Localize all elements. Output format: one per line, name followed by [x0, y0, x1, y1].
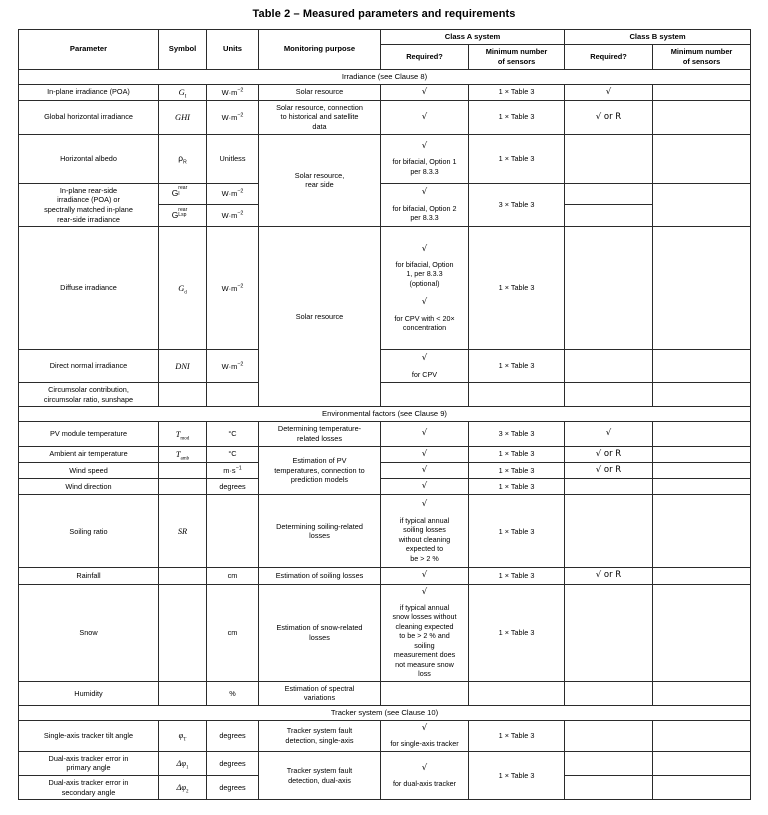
- row-wind-dir-class-b-sensors: [653, 479, 751, 495]
- row-circumsolar-units: [207, 383, 259, 407]
- row-rear2-units: [207, 205, 259, 227]
- section-label-environmental: Environmental factors (see Clause 9): [19, 407, 751, 422]
- row-ghi-symbol: [159, 100, 207, 134]
- row-wind-dir-class-a-required: √: [381, 479, 469, 495]
- row-snow-purpose: [259, 584, 381, 681]
- row-ghi-symbol-text: GHI: [175, 112, 190, 122]
- row-snow-class-b-required: [565, 584, 653, 681]
- row-single-axis-class-a-sensors: 1 × Table 3: [469, 721, 565, 752]
- header-class-a-required: Required?: [381, 45, 469, 70]
- row-rear-side-parameter-line1: In-plane rear-side: [59, 185, 118, 195]
- table-row: [19, 479, 751, 495]
- row-circumsolar-parameter: [19, 383, 159, 407]
- row-dual-secondary-symbol-sub: 2: [186, 789, 189, 795]
- row-albedo-class-b-sensors: [653, 134, 751, 183]
- row-ghi-purpose-line1: Solar resource, connection: [276, 102, 363, 112]
- row-soiling-class-b-sensors: [653, 495, 751, 568]
- row-soiling-class-a-required: [381, 495, 469, 568]
- table-title: Table 2 – Measured parameters and requirements: [252, 8, 516, 20]
- row-dual-group-purpose-line2: detection, dual-axis: [288, 775, 351, 785]
- row-soiling-units: [207, 495, 259, 568]
- row-diffuse-note2-line2: concentration: [402, 323, 447, 333]
- row-poa-symbol-base: G: [178, 87, 185, 97]
- table-row: [19, 134, 751, 183]
- row-poa-purpose: Solar resource: [259, 84, 381, 100]
- table-row: [19, 681, 751, 705]
- header-monitoring-purpose: Monitoring purpose: [259, 30, 381, 70]
- row-circumsolar-class-a-sensors: [469, 383, 565, 407]
- header-class-b-system: Class B system: [565, 30, 751, 45]
- header-class-a-min-sensors: [469, 45, 565, 70]
- row-ghi-units-base: W·m: [221, 112, 238, 122]
- row-soiling-note-line3: without cleaning: [398, 534, 451, 544]
- table-row: [19, 584, 751, 681]
- row-rear1-units-exp: −2: [237, 188, 244, 195]
- row-wind-speed-class-a-required: √: [381, 462, 469, 478]
- row-rainfall-parameter: Rainfall: [19, 568, 159, 584]
- row-humidity-parameter: Humidity: [19, 681, 159, 705]
- row-humidity-purpose: [259, 681, 381, 705]
- table-header-row-1: [19, 30, 751, 45]
- section-row-environmental: [19, 407, 751, 422]
- header-class-b-min-sensors-line2: of sensors: [682, 56, 721, 66]
- header-class-a-min-sensors-line2: of sensors: [497, 56, 536, 66]
- row-rear2-class-b-required: [565, 205, 653, 227]
- row-wind-speed-class-b-sensors: [653, 462, 751, 478]
- row-snow-class-a-required: [381, 584, 469, 681]
- row-diffuse-class-b-sensors: [653, 227, 751, 350]
- row-wind-speed-units-base: m·s: [223, 465, 236, 475]
- table-row: [19, 721, 751, 752]
- row-single-axis-units: degrees: [207, 721, 259, 752]
- row-rear1-symbol: [159, 183, 207, 205]
- row-soiling-note-line1: if typical annual: [399, 515, 450, 525]
- table-row: [19, 183, 751, 205]
- row-rear1-class-b-required: [565, 183, 653, 205]
- table-row: [19, 751, 751, 775]
- row-tmod-symbol: [159, 422, 207, 446]
- row-rainfall-symbol: [159, 568, 207, 584]
- table-row: [19, 422, 751, 446]
- row-rear-side-class-b-sensors: [653, 183, 751, 227]
- row-diffuse-check-2: √: [421, 297, 428, 308]
- row-diffuse-units-base: W·m: [221, 283, 238, 293]
- row-diffuse-note1-line1: for bifacial, Option: [395, 259, 454, 269]
- row-tmod-class-b-required: √: [565, 422, 653, 446]
- row-rear-side-parameter: [19, 183, 159, 227]
- row-dual-group-check: √: [421, 762, 428, 773]
- row-rear-side-parameter-line4: rear-side irradiance: [57, 214, 120, 224]
- row-rear2-symbol-base: G: [171, 210, 179, 221]
- row-rear2-symbol-sub: Lsp: [178, 212, 187, 219]
- row-soiling-purpose-line2: losses: [309, 531, 330, 541]
- row-rear-side-purpose: [259, 134, 381, 227]
- row-circumsolar-class-b-sensors: [653, 383, 751, 407]
- row-rear-side-note-line2: per 8.3.3: [410, 213, 439, 223]
- row-rear-side-class-a-sensors: 3 × Table 3: [469, 183, 565, 227]
- row-wind-dir-class-b-required: [565, 479, 653, 495]
- row-snow-units: cm: [207, 584, 259, 681]
- row-tmod-parameter: PV module temperature: [19, 422, 159, 446]
- row-soiling-class-b-required: [565, 495, 653, 568]
- row-dual-secondary-units: degrees: [207, 776, 259, 800]
- row-snow-class-b-sensors: [653, 584, 751, 681]
- row-albedo-class-b-required: [565, 134, 653, 183]
- row-dual-primary-symbol: [159, 751, 207, 775]
- row-wind-speed-class-b-required: √ or R: [565, 462, 653, 478]
- table-row: [19, 350, 751, 383]
- row-rainfall-class-a-sensors: 1 × Table 3: [469, 568, 565, 584]
- row-single-axis-purpose-line1: Tracker system fault: [286, 726, 353, 736]
- row-tamb-class-a-sensors: 1 × Table 3: [469, 446, 565, 462]
- row-single-axis-class-b-required: [565, 721, 653, 752]
- table-row: [19, 100, 751, 134]
- table-row: [19, 495, 751, 568]
- row-dual-secondary-class-b-sensors: [653, 776, 751, 800]
- row-diffuse-class-a-sensors: 1 × Table 3: [469, 227, 565, 350]
- row-rainfall-units: cm: [207, 568, 259, 584]
- row-dni-class-a-required: [381, 350, 469, 383]
- row-dual-group-purpose: [259, 751, 381, 800]
- row-dual-secondary-class-b-required: [565, 776, 653, 800]
- row-ghi-units-exp: −2: [237, 112, 244, 119]
- row-wind-dir-class-a-sensors: 1 × Table 3: [469, 479, 565, 495]
- row-wind-speed-parameter: Wind speed: [19, 462, 159, 478]
- row-snow-note-line8: loss: [418, 669, 431, 679]
- row-wind-dir-units: degrees: [207, 479, 259, 495]
- row-diffuse-note2-line1: for CPV with < 20×: [394, 313, 455, 323]
- row-rear1-symbol-sub: I: [178, 190, 180, 197]
- row-soiling-purpose-line1: Determining soiling-related: [276, 521, 363, 531]
- row-ghi-purpose-line2: to historical and satellite: [280, 112, 359, 122]
- row-rear-side-note-line1: for bifacial, Option 2: [392, 203, 457, 213]
- row-snow-note-line5: soiling: [414, 640, 435, 650]
- row-dual-group-class-a-sensors: 1 × Table 3: [469, 751, 565, 800]
- row-albedo-note-line1: for bifacial, Option 1: [392, 157, 457, 167]
- row-rear2-symbol: [159, 205, 207, 227]
- row-rear-side-check: √: [421, 187, 428, 198]
- row-snow-purpose-line1: Estimation of snow-related: [276, 623, 363, 633]
- row-dual-primary-units: degrees: [207, 751, 259, 775]
- row-tmod-units: °C: [207, 422, 259, 446]
- row-circumsolar-parameter-line1: Circumsolar contribution,: [48, 385, 129, 395]
- row-diffuse-units: [207, 227, 259, 350]
- header-class-a-min-sensors-line1: Minimum number: [485, 47, 548, 57]
- row-single-axis-class-b-sensors: [653, 721, 751, 752]
- row-dual-primary-parameter: [19, 751, 159, 775]
- row-wind-speed-units-exp: −1: [235, 465, 242, 472]
- row-poa-parameter: In-plane irradiance (POA): [19, 84, 159, 100]
- row-dni-parameter: Direct normal irradiance: [19, 350, 159, 383]
- section-label-irradiance: Irradiance (see Clause 8): [19, 69, 751, 84]
- row-wind-speed-units: [207, 462, 259, 478]
- row-soiling-check: √: [421, 499, 428, 510]
- row-tamb-class-b-sensors: [653, 446, 751, 462]
- row-soiling-symbol: [159, 495, 207, 568]
- row-rear2-units-exp: −2: [237, 210, 244, 217]
- row-dual-secondary-parameter-line1: Dual-axis tracker error in: [48, 778, 129, 787]
- header-parameter: Parameter: [19, 30, 159, 70]
- table-row: [19, 227, 751, 350]
- header-symbol: Symbol: [159, 30, 207, 70]
- row-dual-primary-parameter-line1: Dual-axis tracker error in: [48, 753, 129, 763]
- row-rainfall-class-b-sensors: [653, 568, 751, 584]
- row-snow-check: √: [421, 586, 428, 597]
- table-row: [19, 383, 751, 407]
- row-poa-symbol-sub: I: [184, 94, 187, 100]
- row-single-axis-purpose: [259, 721, 381, 752]
- row-rear-side-purpose-line2: rear side: [305, 180, 334, 190]
- row-humidity-class-a-sensors: [469, 681, 565, 705]
- row-snow-purpose-line2: losses: [309, 632, 330, 642]
- row-dual-group-class-a-required: [381, 751, 469, 800]
- row-circumsolar-symbol: [159, 383, 207, 407]
- row-rainfall-class-a-required: √: [381, 568, 469, 584]
- row-wind-dir-symbol: [159, 479, 207, 495]
- row-solar-resource-purpose: Solar resource: [259, 227, 381, 407]
- row-dual-secondary-parameter-line2: secondary angle: [61, 787, 116, 797]
- row-ghi-purpose-line3: data: [312, 122, 327, 132]
- row-soiling-symbol-text: SR: [177, 526, 188, 536]
- row-single-axis-symbol: [159, 721, 207, 752]
- row-albedo-units: Unitless: [207, 134, 259, 183]
- header-class-a-system: Class A system: [381, 30, 565, 45]
- row-albedo-note-line2: per 8.3.3: [410, 166, 439, 176]
- row-dni-check: √: [421, 353, 428, 364]
- row-single-axis-purpose-line2: detection, single-axis: [285, 735, 354, 745]
- row-ghi-class-a-sensors: 1 × Table 3: [469, 100, 565, 134]
- row-ghi-parameter: Global horizontal irradiance: [19, 100, 159, 134]
- row-diffuse-check-1: √: [421, 243, 428, 254]
- row-dni-units-base: W·m: [221, 361, 238, 371]
- row-single-axis-parameter: Single-axis tracker tilt angle: [19, 721, 159, 752]
- row-dni-symbol: [159, 350, 207, 383]
- row-rear1-units-base: W·m: [221, 189, 238, 199]
- row-tmod-purpose-line2: related losses: [296, 434, 343, 444]
- header-class-b-required: Required?: [565, 45, 653, 70]
- row-tamb-symbol-sub: amb: [180, 456, 190, 462]
- row-rear1-units: [207, 183, 259, 205]
- row-dual-primary-parameter-line2: primary angle: [66, 763, 111, 773]
- row-tmod-class-a-sensors: 3 × Table 3: [469, 422, 565, 446]
- row-dni-units-exp: −2: [237, 361, 244, 368]
- row-diffuse-class-b-required: [565, 227, 653, 350]
- row-wind-speed-symbol: [159, 462, 207, 478]
- row-albedo-class-a-sensors: 1 × Table 3: [469, 134, 565, 183]
- row-humidity-class-b-required: [565, 681, 653, 705]
- row-tamb-class-b-required: √ or R: [565, 446, 653, 462]
- row-soiling-class-a-sensors: 1 × Table 3: [469, 495, 565, 568]
- row-tmod-class-a-required: √: [381, 422, 469, 446]
- row-tmod-class-b-sensors: [653, 422, 751, 446]
- row-snow-note-line7: not measure snow: [395, 659, 454, 669]
- row-dual-primary-class-b-sensors: [653, 751, 751, 775]
- row-dual-group-purpose-line1: Tracker system fault: [286, 765, 353, 775]
- row-snow-note-line6: measurement does: [393, 650, 456, 660]
- row-albedo-parameter: Horizontal albedo: [19, 134, 159, 183]
- row-tmod-symbol-sub: mod: [180, 436, 190, 442]
- row-poa-class-a-sensors: 1 × Table 3: [469, 84, 565, 100]
- row-snow-class-a-sensors: 1 × Table 3: [469, 584, 565, 681]
- row-dni-units: [207, 350, 259, 383]
- row-snow-note-line1: if typical annual: [399, 602, 450, 612]
- row-dni-class-a-sensors: 1 × Table 3: [469, 350, 565, 383]
- row-albedo-check: √: [421, 141, 428, 152]
- table-row: [19, 462, 751, 478]
- row-snow-parameter: Snow: [19, 584, 159, 681]
- row-soiling-parameter: Soiling ratio: [19, 495, 159, 568]
- row-pv-temp-purpose-line3: prediction models: [290, 475, 349, 485]
- section-row-irradiance: [19, 69, 751, 84]
- row-poa-class-a-required: √: [381, 84, 469, 100]
- row-poa-units-exp: −2: [237, 87, 244, 94]
- row-tamb-class-a-required: √: [381, 446, 469, 462]
- row-diffuse-symbol: [159, 227, 207, 350]
- row-rainfall-class-b-required: √ or R: [565, 568, 653, 584]
- header-class-b-min-sensors-line1: Minimum number: [670, 47, 733, 57]
- row-ghi-class-b-sensors: [653, 100, 751, 134]
- row-humidity-symbol: [159, 681, 207, 705]
- table-row: [19, 446, 751, 462]
- header-class-b-min-sensors: [653, 45, 751, 70]
- row-diffuse-symbol-sub: d: [184, 290, 187, 296]
- row-rear-side-class-a-required: [381, 183, 469, 227]
- row-tmod-purpose-line1: Determining temperature-: [277, 424, 362, 434]
- row-dni-class-b-required: [565, 350, 653, 383]
- row-single-axis-check: √: [421, 723, 428, 734]
- row-tamb-parameter: Ambient air temperature: [19, 446, 159, 462]
- row-rear-side-parameter-line2: irradiance (POA) or: [57, 195, 120, 205]
- row-single-axis-symbol-sub: T: [183, 738, 187, 744]
- row-humidity-class-b-sensors: [653, 681, 751, 705]
- row-poa-class-b-sensors: [653, 84, 751, 100]
- row-wind-speed-class-a-sensors: 1 × Table 3: [469, 462, 565, 478]
- row-tamb-symbol: [159, 446, 207, 462]
- row-pv-temp-purpose-line2: temperatures, connection to: [274, 465, 365, 475]
- row-rear1-symbol-base: G: [171, 188, 179, 199]
- row-rear-side-parameter-line3: spectrally matched in-plane: [44, 204, 133, 214]
- row-poa-symbol: [159, 84, 207, 100]
- row-dni-symbol-text: DNI: [175, 361, 190, 371]
- row-pv-temp-purpose-line1: Estimation of PV: [292, 456, 347, 466]
- row-single-axis-note: for single-axis tracker: [390, 739, 459, 749]
- row-dual-secondary-parameter: [19, 776, 159, 800]
- row-ghi-purpose: [259, 100, 381, 134]
- row-circumsolar-class-a-required: [381, 383, 469, 407]
- row-ghi-units: [207, 100, 259, 134]
- row-snow-note-line3: cleaning expected: [395, 621, 454, 631]
- row-diffuse-note1-line3: (optional): [409, 278, 440, 288]
- section-label-tracker: Tracker system (see Clause 10): [19, 706, 751, 721]
- row-soiling-purpose: [259, 495, 381, 568]
- row-tmod-symbol-base: T: [175, 429, 181, 439]
- row-dual-primary-symbol-sub: 1: [186, 765, 189, 771]
- row-single-axis-class-a-required: [381, 721, 469, 752]
- row-humidity-purpose-line1: Estimation of spectral: [284, 683, 355, 693]
- row-dual-group-note: for dual-axis tracker: [392, 778, 457, 788]
- row-rear-side-purpose-line1: Solar resource,: [294, 170, 345, 180]
- row-albedo-symbol-base: ρ: [178, 153, 184, 164]
- row-dual-secondary-symbol: [159, 776, 207, 800]
- section-row-tracker: [19, 706, 751, 721]
- row-dual-secondary-symbol-base: Δφ: [176, 783, 187, 793]
- row-diffuse-class-a-required: [381, 227, 469, 350]
- row-dni-note: for CPV: [411, 369, 438, 379]
- row-tamb-units: °C: [207, 446, 259, 462]
- row-humidity-class-a-required: [381, 681, 469, 705]
- row-dni-class-b-sensors: [653, 350, 751, 383]
- row-rear2-units-base: W·m: [221, 211, 238, 221]
- row-rear1-symbol-sup: rear: [178, 185, 188, 192]
- row-pv-temp-purpose: [259, 446, 381, 495]
- row-albedo-symbol: [159, 134, 207, 183]
- row-poa-units: [207, 84, 259, 100]
- table-row: [19, 568, 751, 584]
- row-soiling-note-line5: be > 2 %: [410, 553, 439, 563]
- row-dual-primary-class-b-required: [565, 751, 653, 775]
- row-albedo-symbol-sub: R: [183, 159, 187, 166]
- row-dual-primary-symbol-base: Δφ: [176, 758, 187, 768]
- header-units: Units: [207, 30, 259, 70]
- row-snow-symbol: [159, 584, 207, 681]
- row-single-axis-symbol-base: φ: [178, 731, 184, 741]
- row-ghi-class-b-required: √ or R: [565, 100, 653, 134]
- row-snow-note-line4: to be > 2 % and: [399, 631, 450, 641]
- row-diffuse-note1-line2: 1, per 8.3.3: [406, 269, 443, 279]
- row-diffuse-symbol-base: G: [178, 283, 185, 293]
- row-soiling-note-line4: expected to: [405, 544, 444, 554]
- row-humidity-units: %: [207, 681, 259, 705]
- row-rear2-symbol-sup: rear: [178, 207, 188, 214]
- row-soiling-note-line2: soiling losses: [403, 525, 446, 535]
- row-diffuse-units-exp: −2: [237, 283, 244, 290]
- row-poa-units-base: W·m: [221, 87, 238, 97]
- row-snow-note-line2: snow losses without: [392, 612, 457, 622]
- row-tamb-symbol-base: T: [175, 449, 181, 459]
- row-diffuse-parameter: Diffuse irradiance: [19, 227, 159, 350]
- row-tmod-purpose: [259, 422, 381, 446]
- row-poa-class-b-required: √: [565, 84, 653, 100]
- row-humidity-purpose-line2: variations: [303, 693, 336, 703]
- row-circumsolar-parameter-line2: circumsolar ratio, sunshape: [43, 394, 134, 404]
- row-circumsolar-class-b-required: [565, 383, 653, 407]
- row-albedo-class-a-required: [381, 134, 469, 183]
- table-row: [19, 84, 751, 100]
- measured-parameters-table: [18, 29, 751, 800]
- row-wind-dir-parameter: Wind direction: [19, 479, 159, 495]
- row-rainfall-purpose: Estimation of soiling losses: [259, 568, 381, 584]
- row-ghi-class-a-required: √: [381, 100, 469, 134]
